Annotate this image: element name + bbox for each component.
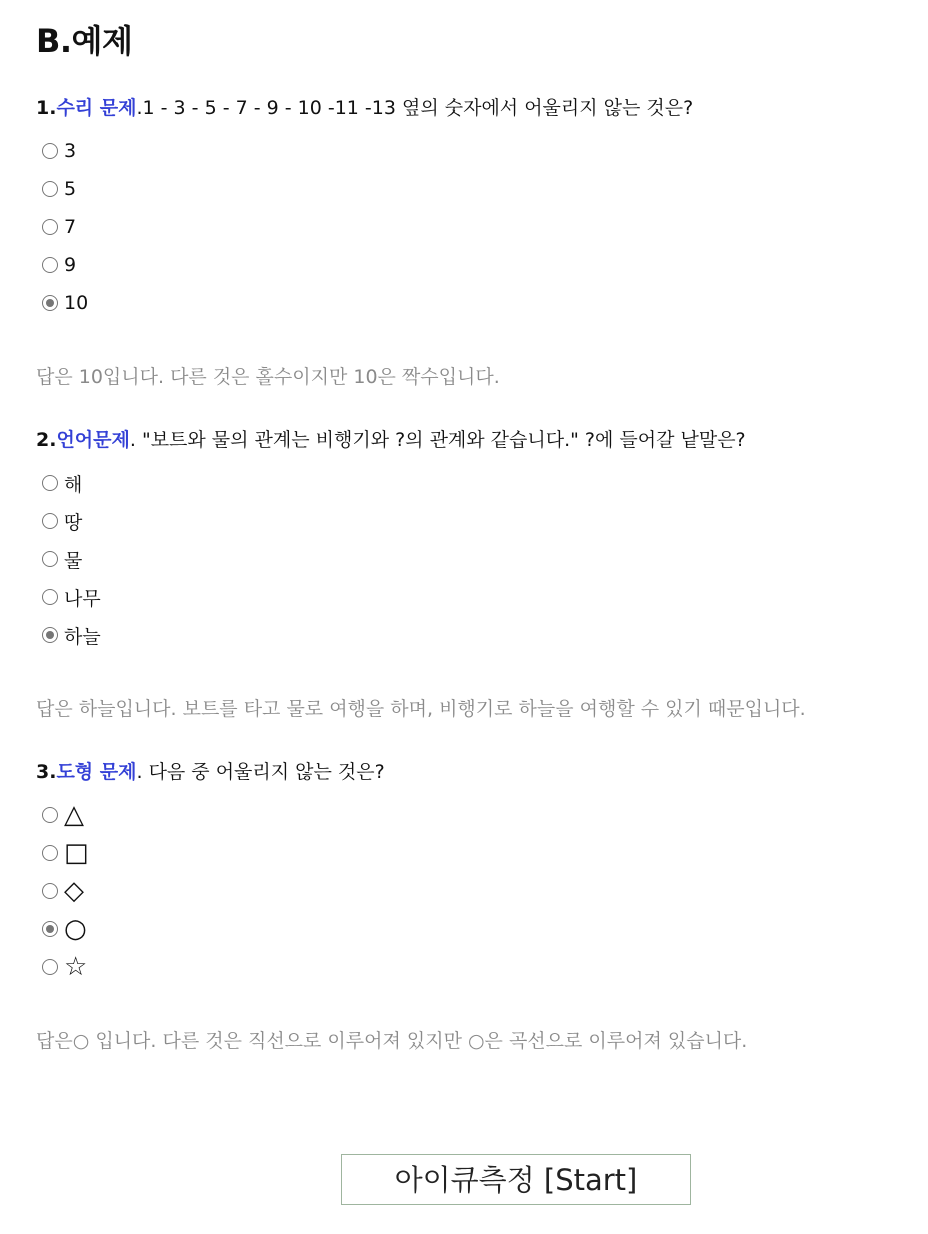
radio-button[interactable] [42,883,58,899]
triangle-icon: △ [64,800,84,830]
option-label: 5 [64,178,77,200]
options-list [36,464,916,654]
diamond-icon: ◇ [64,876,84,906]
option-item[interactable] [36,872,916,910]
answer-explanation: 답은 10입니다. 다른 것은 홀수이지만 10은 짝수입니다. [36,366,500,388]
option-label: 해 [64,473,83,496]
option-label: 물 [64,549,83,572]
question-number: 3. [36,761,57,783]
option-label: 나무 [64,587,101,610]
option-label: 7 [64,216,77,238]
option-item[interactable] [36,796,916,834]
option-label: 10 [64,292,89,314]
option-item[interactable] [36,616,916,654]
section-title: B.예제 [36,22,133,60]
question-body: . "보트와 물의 관계는 비행기와 ?의 관계와 같습니다." ?에 들어갈 낱말은? [129,429,746,451]
option-item[interactable] [36,948,916,986]
option-label: 땅 [64,511,83,534]
circle-icon: ○ [64,914,87,944]
option-item[interactable] [36,834,916,872]
radio-button[interactable] [42,219,58,235]
option-label: 하늘 [64,625,101,648]
option-item[interactable] [36,246,916,284]
radio-button[interactable] [42,143,58,159]
question-text [36,760,916,784]
answer-explanation: 답은 하늘입니다. 보트를 타고 물로 여행을 하며, 비행기로 하늘을 여행할 수 있기 때문입니다. [36,698,806,720]
option-item[interactable] [36,910,916,948]
radio-button[interactable] [42,959,58,975]
radio-button[interactable] [42,513,58,529]
radio-button-selected[interactable] [42,921,58,937]
option-item[interactable] [36,502,916,540]
question-body: .1 - 3 - 5 - 7 - 9 - 10 -11 -13 옆의 숫자에서 어울리지 않는 것은? [136,97,694,119]
option-label: 3 [64,140,77,162]
radio-button[interactable] [42,181,58,197]
radio-button[interactable] [42,807,58,823]
question-3 [36,760,916,1053]
question-text [36,96,916,120]
option-item[interactable] [36,578,916,616]
radio-button[interactable] [42,551,58,567]
question-category: 수리 문제 [56,97,137,119]
option-item[interactable] [36,170,916,208]
question-1 [36,96,916,389]
question-category: 도형 문제 [56,761,137,783]
start-iq-test-button[interactable]: 아이큐측정 [Start] [341,1154,691,1205]
answer-explanation: 답은○ 입니다. 다른 것은 직선으로 이루어져 있지만 ○은 곡선으로 이루어져 있습니다. [36,1030,748,1052]
question-number: 2. [36,429,57,451]
option-item[interactable] [36,464,916,502]
square-icon: □ [64,838,89,868]
option-item[interactable] [36,132,916,170]
radio-button[interactable] [42,845,58,861]
question-2 [36,428,916,721]
option-item[interactable] [36,284,916,322]
options-list [36,132,916,322]
radio-button[interactable] [42,257,58,273]
question-text [36,428,916,452]
radio-button-selected[interactable] [42,295,58,311]
star-icon: ☆ [64,952,88,982]
radio-button[interactable] [42,475,58,491]
question-number: 1. [36,97,57,119]
question-category: 언어문제 [56,429,130,451]
option-item[interactable] [36,208,916,246]
options-list [36,796,916,986]
radio-button-selected[interactable] [42,627,58,643]
option-item[interactable] [36,540,916,578]
radio-button[interactable] [42,589,58,605]
option-label: 9 [64,254,77,276]
question-body: . 다음 중 어울리지 않는 것은? [136,761,385,783]
